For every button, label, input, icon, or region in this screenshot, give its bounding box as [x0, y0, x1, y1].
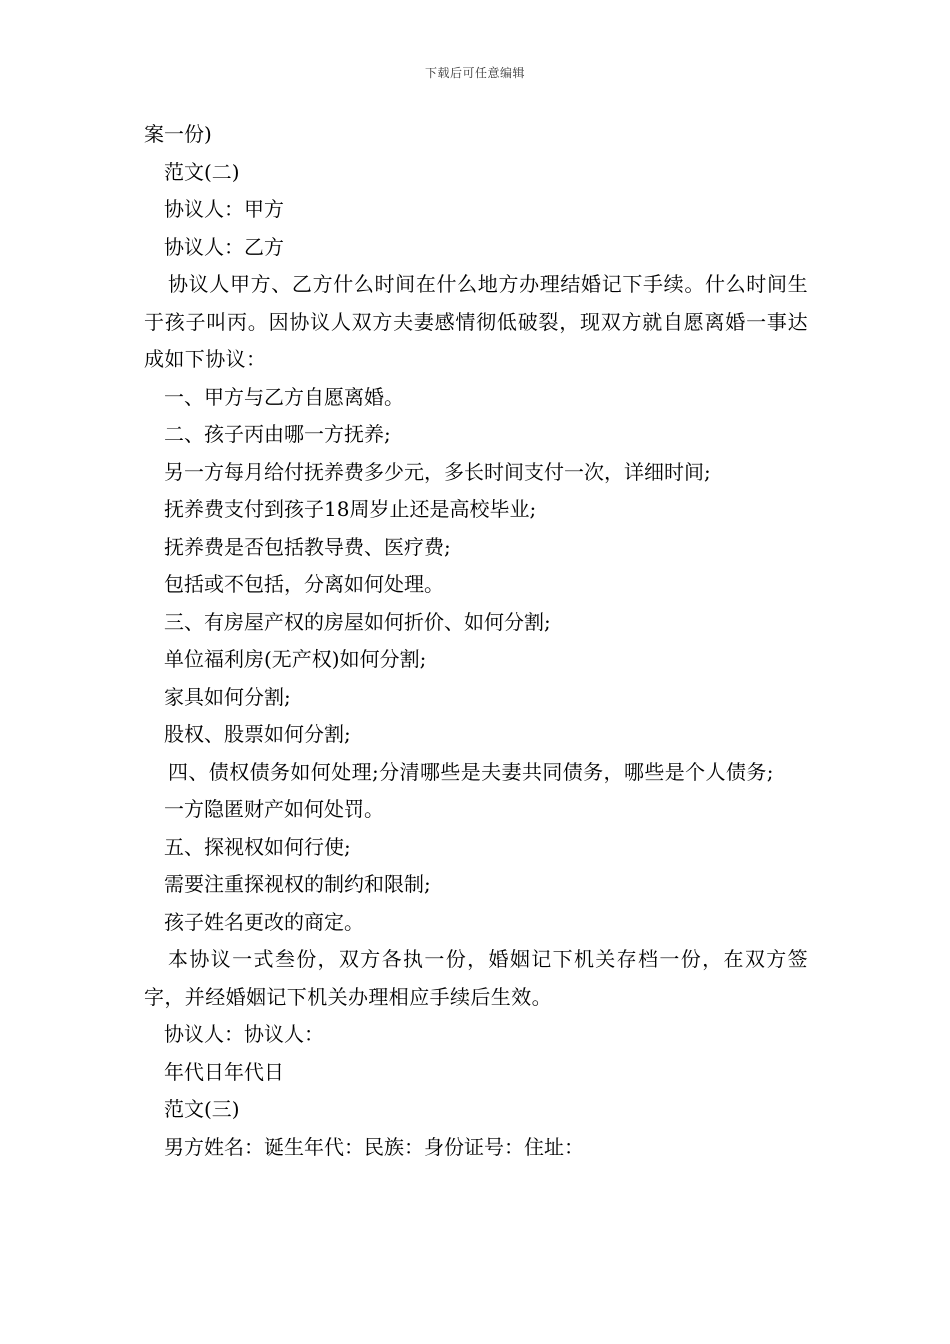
body-paragraph: 协议人甲方、乙方什么时间在什么地方办理结婚记下手续。什么时间生于孩子叫丙。因协议人双方夫妻感情彻低破裂，现双方就自愿离婚一事达成如下协议： [144, 272, 808, 371]
document-body [144, 116, 808, 1166]
body-line: 包括或不包括，分离如何处理。 [164, 572, 444, 596]
body-line: 五、探视权如何行使; [164, 834, 351, 859]
body-line: 年代日年代日 [164, 1059, 284, 1084]
body-line: 股权、股票如何分割; [164, 722, 351, 746]
body-line: 范文(二) [164, 159, 240, 184]
body-line: 协议人：乙方 [164, 234, 284, 259]
body-line: 协议人：甲方 [164, 197, 284, 221]
body-line: 抚养费支付到孩子18周岁止还是高校毕业; [164, 497, 537, 521]
body-line: 孩子姓名更改的商定。 [164, 909, 364, 934]
body-line: 家具如何分割; [164, 684, 291, 709]
body-line: 一方隐匿财产如何处罚。 [164, 797, 384, 821]
body-line: 抚养费是否包括教导费、医疗费; [164, 534, 451, 559]
page-header-note: 下载后可任意编辑 [424, 66, 525, 80]
body-line: 二、孩子丙由哪一方抚养; [164, 422, 391, 446]
body-line: 三、有房屋产权的房屋如何折价、如何分割; [164, 609, 551, 634]
body-line: 一、甲方与乙方自愿离婚。 [164, 384, 404, 409]
body-line: 需要注重探视权的制约和限制; [164, 872, 431, 896]
body-paragraph: 四、债权债务如何处理;分清哪些是夫妻共同债务，哪些是个人债务; [168, 759, 774, 784]
body-line: 案一份) [144, 122, 212, 146]
body-line: 单位福利房(无产权)如何分割; [164, 647, 427, 671]
body-paragraph: 本协议一式叁份，双方各执一份，婚姻记下机关存档一份，在双方签字，并经婚姻记下机关办理相应手续后生效。 [144, 947, 808, 1009]
body-line: 男方姓名：诞生年代：民族：身份证号：住址： [164, 1134, 584, 1159]
body-line: 另一方每月给付抚养费多少元，多长时间支付一次，详细时间; [164, 459, 711, 484]
body-line: 协议人：协议人： [164, 1022, 324, 1046]
body-line: 范文(三) [164, 1097, 240, 1121]
